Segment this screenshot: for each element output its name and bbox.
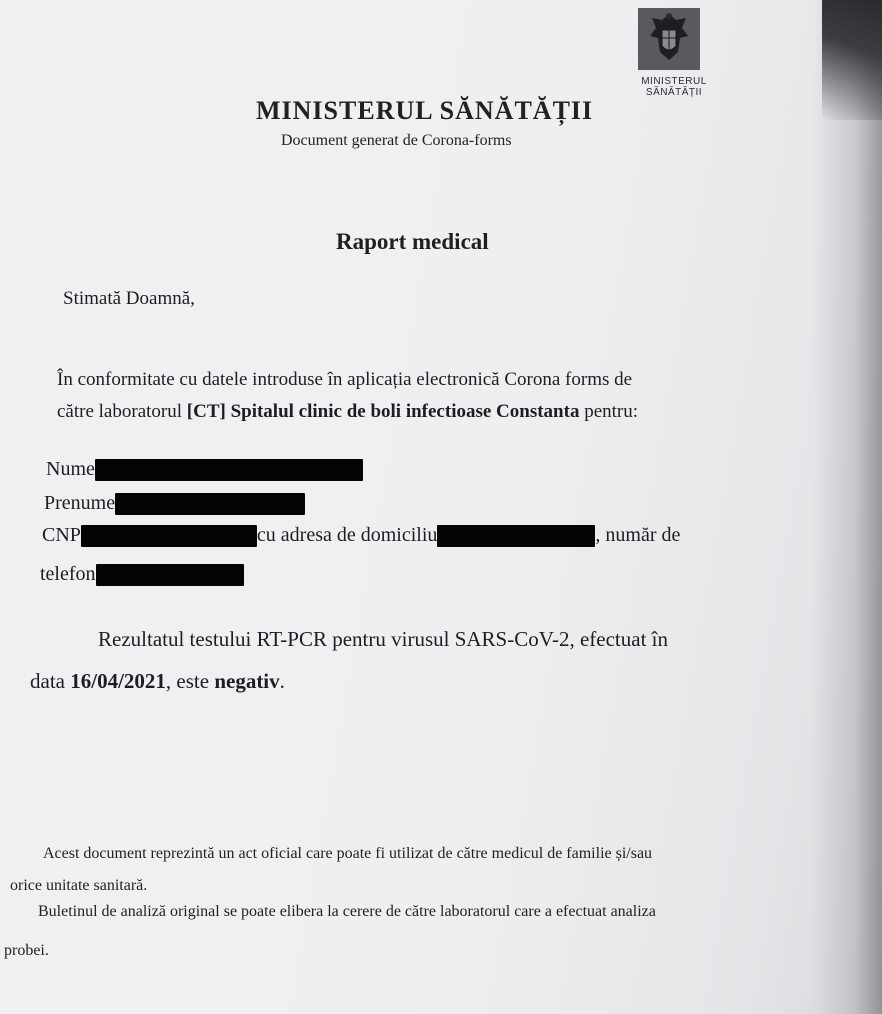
footer-note1-line1: Acest document reprezintă un act oficial care poate fi utilizat de către medicul de familie și/sau [43,845,653,862]
field-cnp-address [42,524,680,547]
cnp-label: CNP [42,524,81,546]
field-prenume [44,492,305,515]
footer-note2-line2: probei. [4,942,49,959]
background-corner [822,0,882,120]
test-date: 16/04/2021 [70,669,166,693]
nume-label: Nume [46,458,95,480]
telefon-label: telefon [40,563,96,585]
footer-note1-line2: orice unitate sanitară. [10,877,148,894]
redaction-bar-prenume [115,493,305,515]
report-title: Raport medical [336,229,489,254]
result-middle: , este [165,669,215,693]
intro-paragraph [57,364,638,428]
footer-note2-line1: Buletinul de analiză original se poate elibera la cerere de către laboratorul care a efectuat analiza [38,903,656,920]
ministry-title: MINISTERUL SĂNĂTĂȚII [256,96,594,125]
prenume-label: Prenume [44,492,116,514]
field-nume [46,458,363,481]
intro-line2 [57,396,638,428]
redaction-bar-address [437,525,595,547]
redaction-bar-nume [95,459,363,481]
address-label: cu adresa de domiciliu [256,524,438,546]
result-line1: Rezultatul testului RT-PCR pentru virusul SARS-CoV-2, efectuat în [98,627,668,651]
test-outcome: negativ [214,669,280,693]
intro-line2-prefix: către laboratorul [57,401,187,422]
laboratory-name: [CT] Spitalul clinic de boli infectioase Constanta [186,401,580,422]
redaction-bar-cnp [81,525,257,547]
crest-caption-line2: SĂNĂTĂȚII [645,87,703,98]
field-telefon [40,563,244,586]
crest-caption [624,76,724,98]
ministry-subtitle: Document generat de Corona-forms [281,132,512,149]
phone-connector: , număr de [595,524,681,546]
redaction-bar-telefon [96,564,244,586]
crest-caption-line1: MINISTERUL [641,76,707,87]
intro-line1: În conformitate cu datele introduse în aplicația electronică Corona forms de [57,369,633,390]
result-paragraph [30,618,668,702]
result-date-prefix: data [30,669,71,693]
romanian-coat-of-arms-icon [638,8,700,70]
page-edge-shadow [812,0,882,1014]
result-suffix: . [279,669,285,693]
intro-line2-suffix: pentru: [579,401,639,422]
salutation: Stimată Doamnă, [63,288,195,309]
result-line2 [30,660,668,702]
